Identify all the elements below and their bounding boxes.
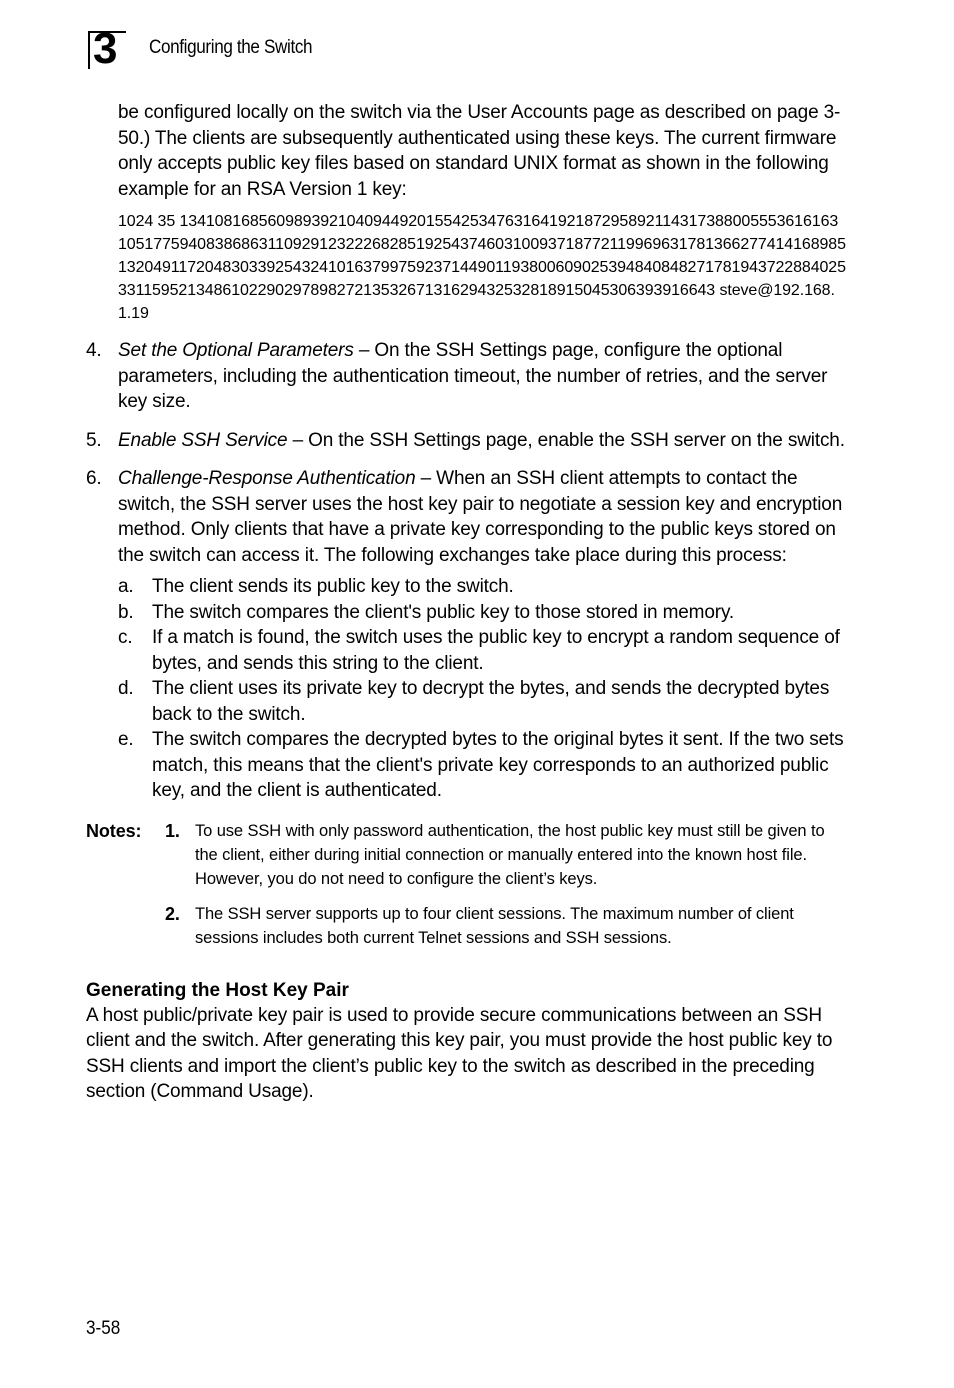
step-number: 4. xyxy=(86,340,102,361)
substep-a xyxy=(118,574,846,600)
step-title: Set the Optional Parameters xyxy=(118,340,354,361)
substep-d xyxy=(118,676,846,727)
step-number: 6. xyxy=(86,468,102,489)
rsa-key-example: 1024 35 134108168560989392104094492015542534763164192187295892114317388005553616163105177594083868631109291232226828519254374603100937187721199696317813662774141689851320491172048303392543241016379975923714490119380060902539484084827178194372288402533115952134861022902978982721353267131629432532818915045306393916643 steve@192.168.1.19 xyxy=(118,213,846,322)
page-number: 3-58 xyxy=(86,1318,121,1339)
step-text: – On the SSH Settings page, configure the optional parameters, including the authentication timeout, the number of retries, and the server key size. xyxy=(118,340,828,412)
note-text: The SSH server supports up to four client sessions. The maximum number of client sessions includes both current Telnet sessions and SSH sessions. xyxy=(195,904,794,947)
substep-text: The switch compares the decrypted bytes to the original bytes it sent. If the two sets match, this means that the client's private key corresponds to an authorized public key, and the client is authenticated. xyxy=(152,729,844,801)
substep-text: If a match is found, the switch uses the public key to encrypt a random sequence of bytes, and sends this string to the client. xyxy=(152,627,840,674)
chapter-rule-left xyxy=(88,31,90,69)
step-text: – When an SSH client attempts to contact the switch, the SSH server uses the host key pair to negotiate a session key and encryption method. Only clients that have a private key corresponding to the public keys stored on the switch can access it. The following exchanges take place during this process: xyxy=(118,468,843,566)
intro-paragraph: be configured locally on the switch via the User Accounts page as described on page 3-50.) The clients are subsequently authenticated using these keys. The current firmware only accepts public key files based on standard UNIX format as shown in the following example for an RSA Version 1 key: xyxy=(118,102,841,200)
note-text: To use SSH with only password authentication, the host public key must still be given to the client, either during initial connection or manually entered into the known host file. However, you do not need to configure the client’s keys. xyxy=(195,821,825,888)
step-5 xyxy=(86,428,846,454)
chapter-marker xyxy=(88,24,126,73)
note-item xyxy=(86,819,846,891)
chapter-number: 3 xyxy=(93,24,118,73)
section-heading: Generating the Host Key Pair xyxy=(86,979,349,1001)
step-6 xyxy=(86,466,846,804)
substep-b xyxy=(118,600,846,626)
step-text: – On the SSH Settings page, enable the SSH server on the switch. xyxy=(287,429,845,451)
notes-label: Notes: xyxy=(86,820,142,841)
substep-text: The client sends its public key to the switch. xyxy=(152,576,514,597)
substep-letter: e. xyxy=(118,729,134,750)
page-body xyxy=(86,100,846,1105)
note-item xyxy=(86,902,846,950)
substep-letter: b. xyxy=(118,601,134,623)
substep-c xyxy=(118,625,846,676)
substep-list xyxy=(118,574,846,804)
substep-e xyxy=(118,727,846,804)
substep-text: The client uses its private key to decrypt the bytes, and sends the decrypted bytes back to the switch. xyxy=(152,678,830,725)
procedure-steps xyxy=(86,338,846,804)
note-number: 1. xyxy=(165,820,180,841)
substep-letter: c. xyxy=(118,627,133,648)
step-4 xyxy=(86,338,846,415)
step-title: Enable SSH Service xyxy=(118,429,288,451)
note-number: 2. xyxy=(165,903,180,924)
running-header-title: Configuring the Switch xyxy=(149,37,313,58)
substep-text: The switch compares the client's public key to those stored in memory. xyxy=(152,601,735,623)
step-number: 5. xyxy=(86,429,102,451)
step-title: Challenge-Response Authentication xyxy=(118,468,416,489)
substep-letter: a. xyxy=(118,576,134,597)
notes-block xyxy=(86,819,846,950)
substep-letter: d. xyxy=(118,678,134,699)
section-paragraph: A host public/private key pair is used to provide secure communications between an SSH client and the switch. After generating this key pair, you must provide the host public key to SSH clients and import the client’s public key to the switch as described in the preceding section (Command Usage). xyxy=(86,1004,833,1102)
